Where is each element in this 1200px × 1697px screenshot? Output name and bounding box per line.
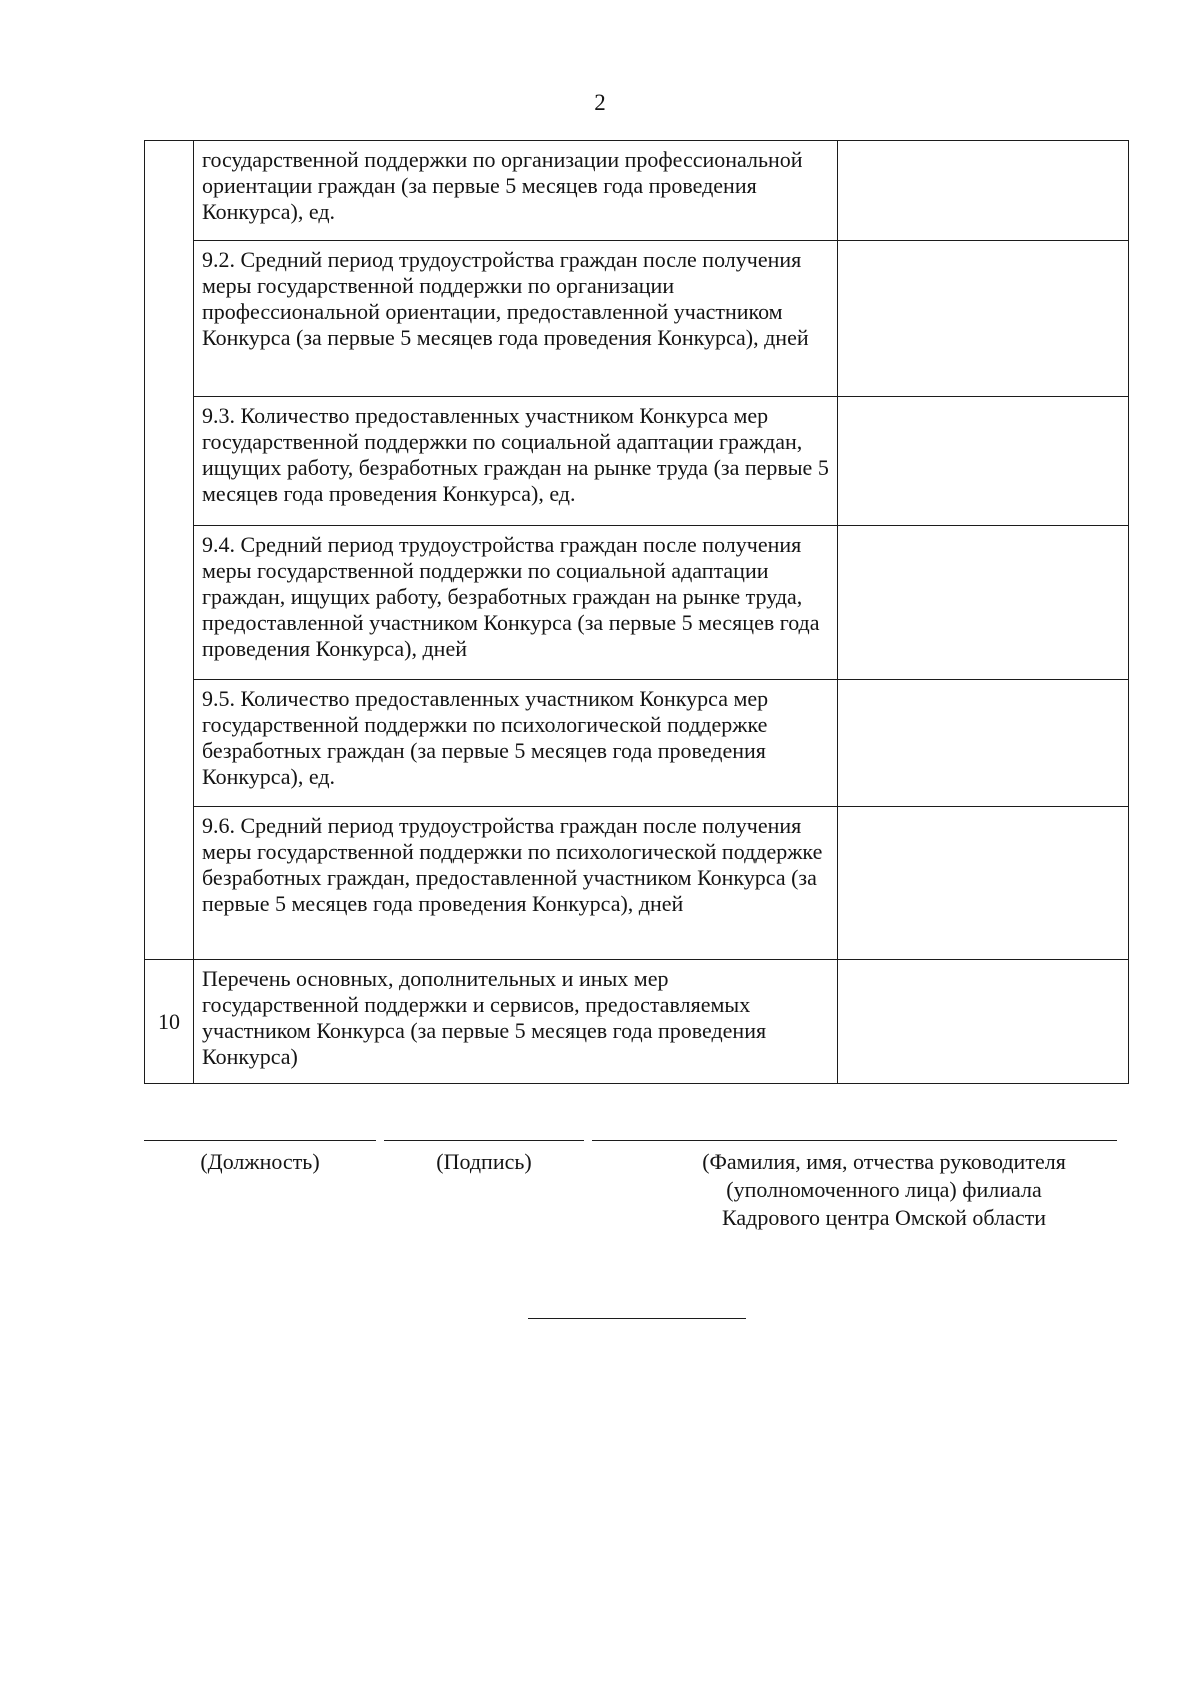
value-cell (838, 397, 1129, 526)
signature-block (144, 1140, 1129, 1240)
position-caption: (Должность) (200, 1149, 320, 1174)
indicator-text: 9.6. Средний период трудоустройства граждан после получения меры государственной поддержки по психологической поддержке безработных граждан, предоставленной участником Конкурса (за первые 5 месяцев года проведения Конкурса), дней (202, 813, 823, 916)
end-of-document-line (528, 1318, 746, 1319)
page-number: 2 (594, 90, 606, 115)
row-number-cell: 10 (145, 960, 194, 1084)
indicator-text: 9.5. Количество предоставленных участником Конкурса мер государственной поддержки по психологической поддержке безработных граждан (за первые 5 месяцев года проведения Конкурса), ед. (202, 686, 769, 789)
table-row (145, 397, 1129, 526)
value-cell (838, 807, 1129, 960)
indicator-text: 9.3. Количество предоставленных участником Конкурса мер государственной поддержки по социальной адаптации граждан, ищущих работу, безработных граждан на рынке труда (за первые 5 месяцев года проведения Конкурса), ед. (202, 403, 829, 506)
name-caption-line: (Фамилия, имя, отчества руководителя (702, 1149, 1066, 1174)
table-row (145, 807, 1129, 960)
value-cell (838, 680, 1129, 807)
indicator-cell (194, 807, 838, 960)
indicator-text: 9.2. Средний период трудоустройства граждан после получения меры государственной поддержки по организации профессиональной ориентации, предоставленной участником Конкурса (за первые 5 месяцев года проведения Конкурса), дней (202, 247, 809, 350)
name-caption (664, 1148, 1104, 1232)
value-cell (838, 526, 1129, 680)
table-row (145, 141, 1129, 241)
indicator-cell (194, 680, 838, 807)
table-row (145, 680, 1129, 807)
indicators-table (144, 140, 1129, 1084)
indicator-cell (194, 526, 838, 680)
table-row (145, 526, 1129, 680)
indicator-text: Перечень основных, дополнительных и иных мер государственной поддержки и сервисов, предоставляемых участником Конкурса (за первые 5 месяцев года проведения Конкурса) (202, 966, 767, 1069)
indicator-cell (194, 141, 838, 241)
table-row (145, 241, 1129, 397)
signature-line (384, 1140, 584, 1141)
indicator-text: государственной поддержки по организации профессиональной ориентации граждан (за первые 5 месяцев года проведения Конкурса), ед. (202, 147, 803, 224)
indicator-cell (194, 960, 838, 1084)
indicator-cell (194, 241, 838, 397)
value-cell (838, 241, 1129, 397)
name-caption-line: Кадрового центра Омской области (722, 1205, 1046, 1230)
row-number-cell-9 (145, 141, 194, 960)
name-line (592, 1140, 1117, 1141)
table-row (145, 960, 1129, 1084)
value-cell (838, 960, 1129, 1084)
indicator-cell (194, 397, 838, 526)
position-line (144, 1140, 376, 1141)
name-caption-line: (уполномоченного лица) филиала (726, 1177, 1042, 1202)
indicator-text: 9.4. Средний период трудоустройства граждан после получения меры государственной поддержки по социальной адаптации граждан, ищущих работу, безработных граждан на рынке труда, предоставленной участником Конкурса (за первые 5 месяцев года проведения Конкурса), дней (202, 532, 820, 661)
signature-caption: (Подпись) (436, 1149, 532, 1174)
value-cell (838, 141, 1129, 241)
